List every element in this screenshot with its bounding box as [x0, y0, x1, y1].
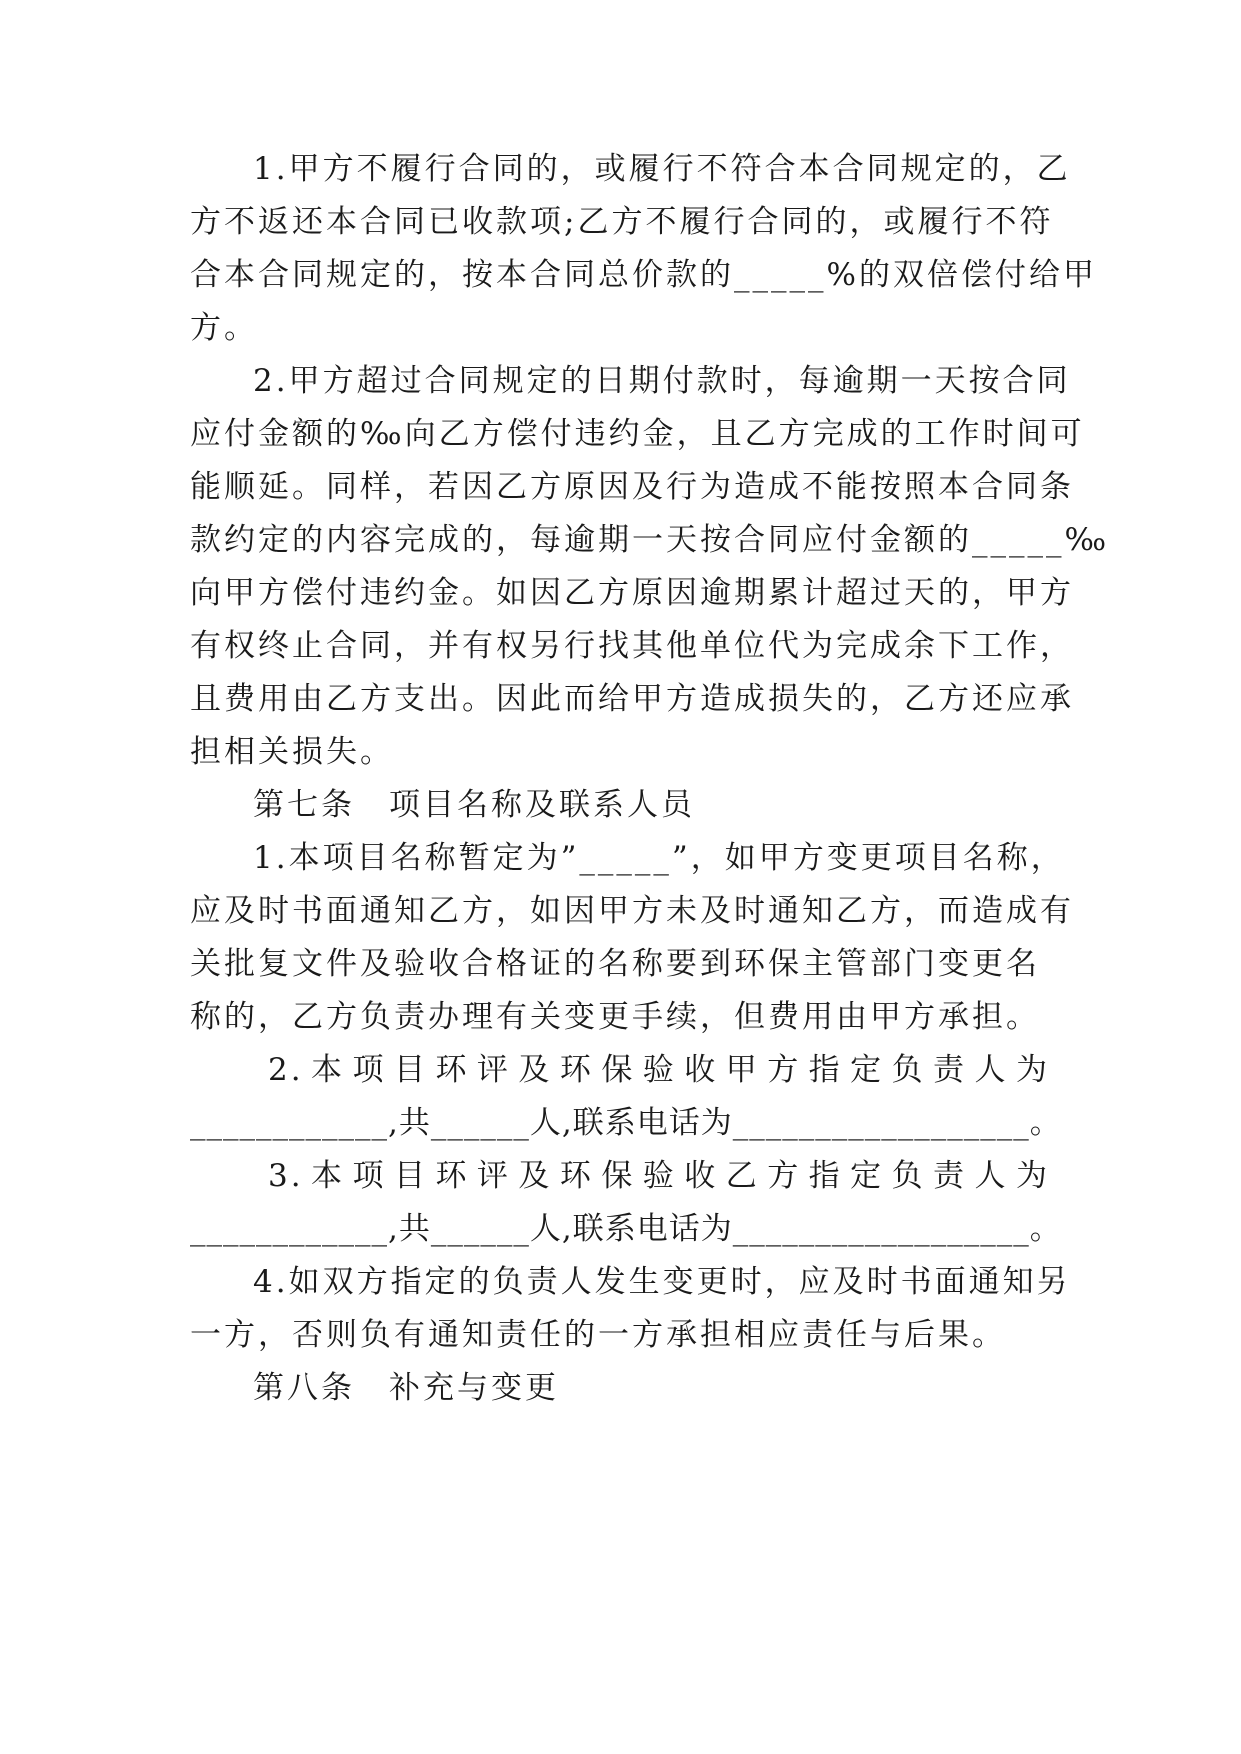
- clause-7-1-line-1: 1.本项目名称暂定为”_____”，如甲方变更项目名称，: [253, 840, 1065, 876]
- clause-6-2-line-5: 向甲方偿付违约金。如因乙方原因逾期累计超过天的，甲方: [190, 575, 1074, 611]
- clause-6-1-line-1: 1.甲方不履行合同的，或履行不符合本合同规定的，乙: [253, 151, 1071, 187]
- clause-6-2-line-6: 有权终止合同，并有权另行找其他单位代为完成余下工作，: [190, 628, 1074, 664]
- clause-6-2-line-3: 能顺延。同样，若因乙方原因及行为造成不能按照本合同条: [190, 469, 1074, 505]
- clause-7-3-line-2: ____________,共______人,联系电话为__________________。: [190, 1211, 1062, 1247]
- clause-6-1-line-3: 合本合同规定的，按本合同总价款的_____%的双倍偿付给甲: [190, 257, 1097, 293]
- clause-7-4-line-2: 一方，否则负有通知责任的一方承担相应责任与后果。: [190, 1317, 1006, 1353]
- clause-6-2-line-7: 且费用由乙方支出。因此而给甲方造成损失的，乙方还应承: [190, 681, 1074, 717]
- article-7-heading: 第七条 项目名称及联系人员: [253, 787, 695, 823]
- clause-7-3-line-1: 3.本项目环评及环保验收乙方指定负责人为: [268, 1158, 1050, 1194]
- clause-7-1-line-3: 关批复文件及验收合格证的名称要到环保主管部门变更名: [190, 946, 1040, 982]
- clause-7-1-line-2: 应及时书面通知乙方，如因甲方未及时通知乙方，而造成有: [190, 893, 1074, 929]
- clause-6-1-line-2: 方不返还本合同已收款项;乙方不履行合同的，或履行不符: [190, 204, 1054, 240]
- clause-7-4-line-1: 4.如双方指定的负责人发生变更时，应及时书面通知另: [253, 1264, 1071, 1300]
- clause-6-1-line-4: 方。: [190, 310, 258, 346]
- clause-6-2-line-4: 款约定的内容完成的，每逾期一天按合同应付金额的_____‰: [190, 522, 1110, 558]
- clause-6-2-line-1: 2.甲方超过合同规定的日期付款时，每逾期一天按合同: [253, 363, 1071, 399]
- clause-6-2-line-2: 应付金额的‰向乙方偿付违约金，且乙方完成的工作时间可: [190, 416, 1085, 452]
- clause-7-2-line-1: 2.本项目环评及环保验收甲方指定负责人为: [268, 1052, 1050, 1088]
- article-8-heading: 第八条 补充与变更: [253, 1370, 559, 1406]
- clause-6-2-line-8: 担相关损失。: [190, 734, 394, 770]
- clause-7-2-line-2: ____________,共______人,联系电话为__________________。: [190, 1105, 1062, 1141]
- clause-7-1-line-4: 称的，乙方负责办理有关变更手续，但费用由甲方承担。: [190, 999, 1040, 1035]
